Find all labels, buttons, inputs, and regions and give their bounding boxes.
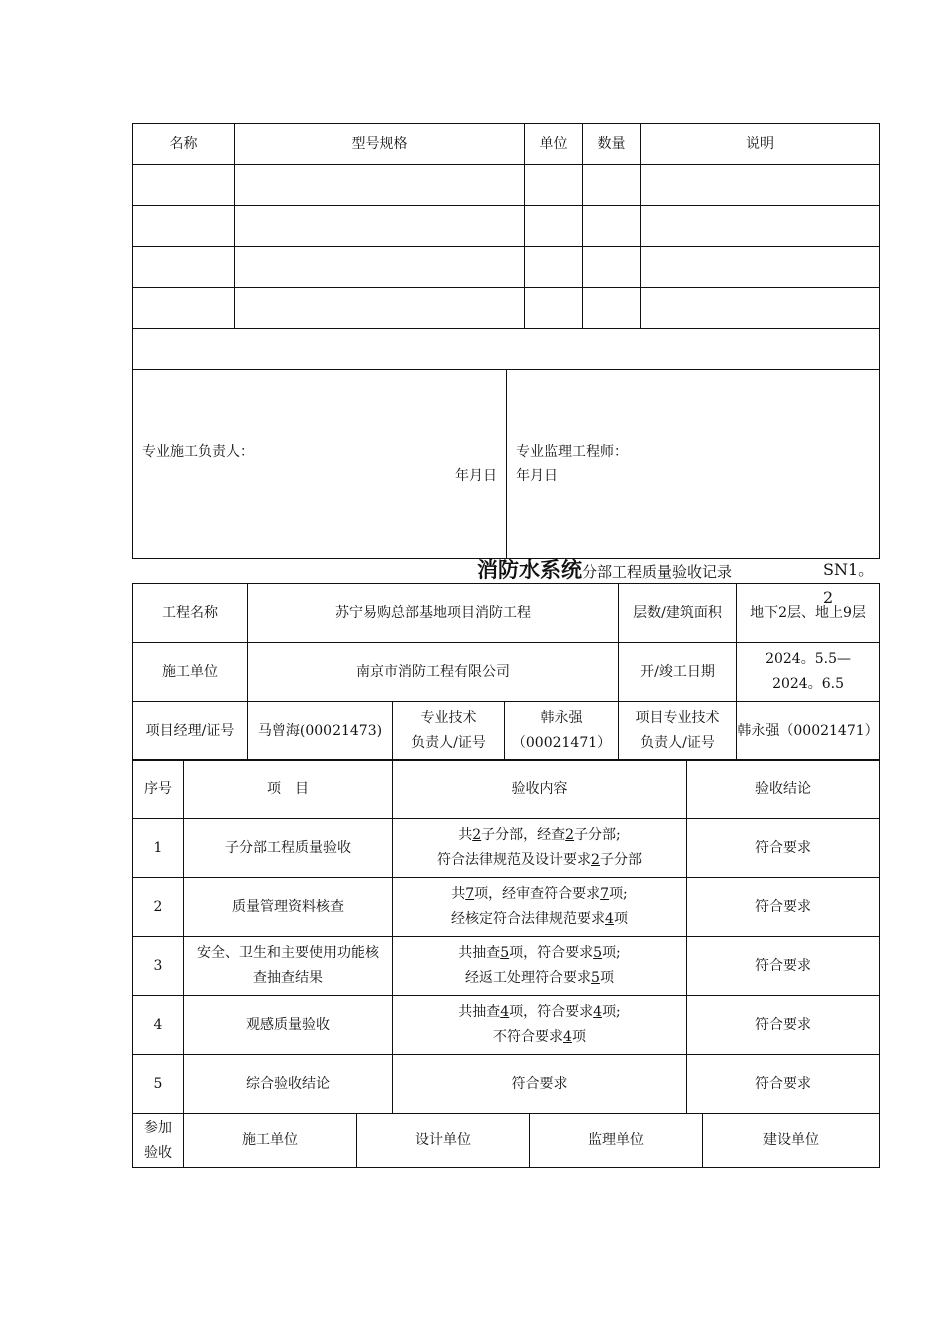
table-cell <box>583 288 641 329</box>
table-row <box>133 288 880 329</box>
info-row <box>133 702 880 761</box>
construction-lead-date: 年月日 <box>455 468 497 484</box>
table-cell <box>583 247 641 288</box>
table-row <box>133 996 880 1055</box>
proj-tech-label: 项目专业技术 负责人/证号 <box>619 702 737 761</box>
header-cell: 验收结论 <box>687 760 880 819</box>
table-row <box>133 819 880 878</box>
table-cell <box>641 247 880 288</box>
contractor-label: 施工单位 <box>133 643 248 702</box>
project-info-table <box>132 583 880 761</box>
row-result: 符合要求 <box>687 996 880 1055</box>
pm-label: 项目经理/证号 <box>133 702 248 761</box>
supervisor-label: 专业监理工程师： <box>516 444 628 460</box>
acceptance-table <box>132 759 880 1114</box>
contractor-value: 南京市消防工程有限公司 <box>248 643 619 702</box>
date-end: 2024。6.5 <box>772 676 844 692</box>
table-cell <box>641 165 880 206</box>
table-cell <box>525 288 583 329</box>
participant-unit: 设计单位 <box>357 1114 530 1168</box>
table-header-row <box>133 124 880 165</box>
row-number: 4 <box>133 996 184 1055</box>
tech-lead-value: 韩永强 （00021471） <box>505 702 619 761</box>
floors-value: 地下2层、地上9层 <box>737 584 880 643</box>
header-cell: 项 目 <box>184 760 393 819</box>
row-number: 3 <box>133 937 184 996</box>
row-result: 符合要求 <box>687 1055 880 1114</box>
project-name-label: 工程名称 <box>133 584 248 643</box>
table-cell <box>583 206 641 247</box>
row-item: 质量管理资料核查 <box>184 878 393 937</box>
table-cell <box>133 165 235 206</box>
form-code: SN1。2 <box>823 560 875 607</box>
construction-signature-cell <box>133 370 507 558</box>
table-row <box>133 247 880 288</box>
proj-tech-value: 韩永强（00021471） <box>737 702 880 761</box>
supervisor-signature-cell <box>507 370 880 558</box>
info-row <box>133 584 880 643</box>
header-cell: 单位 <box>525 124 583 165</box>
table-row <box>133 165 880 206</box>
row-result: 符合要求 <box>687 819 880 878</box>
floors-label: 层数/建筑面积 <box>619 584 737 643</box>
supervisor-date: 年月日 <box>516 468 558 484</box>
row-content: 共2子分部，经查2子分部; 符合法律规范及设计要求2子分部 <box>393 819 687 878</box>
participant-unit: 施工单位 <box>184 1114 357 1168</box>
row-content: 共抽查5项，符合要求5项; 经返工处理符合要求5项 <box>393 937 687 996</box>
row-number: 5 <box>133 1055 184 1114</box>
table-row <box>133 937 880 996</box>
table-row <box>133 878 880 937</box>
row-item: 子分部工程质量验收 <box>184 819 393 878</box>
table-cell <box>133 288 235 329</box>
table-cell <box>525 206 583 247</box>
row-item: 安全、卫生和主要使用功能核 查抽查结果 <box>184 937 393 996</box>
table-cell <box>235 165 525 206</box>
dates-value <box>737 643 880 702</box>
form-title <box>132 556 879 607</box>
date-start: 2024。5.5— <box>765 651 851 667</box>
table-cell <box>525 165 583 206</box>
row-content: 共抽查4项，符合要求4项; 不符合要求4项 <box>393 996 687 1055</box>
row-number: 2 <box>133 878 184 937</box>
header-cell: 名称 <box>133 124 235 165</box>
form-title-rest: 分部工程质量验收记录 <box>582 563 733 581</box>
table-cell <box>235 206 525 247</box>
participants-table <box>132 1113 880 1168</box>
row-result: 符合要求 <box>687 937 880 996</box>
row-item: 综合验收结论 <box>184 1055 393 1114</box>
header-cell: 验收内容 <box>393 760 687 819</box>
project-name: 苏宁易购总部基地项目消防工程 <box>248 584 619 643</box>
table-row <box>133 329 880 370</box>
dates-label: 开/竣工日期 <box>619 643 737 702</box>
table-cell <box>641 206 880 247</box>
construction-lead-label: 专业施工负责人： <box>142 444 254 460</box>
row-content: 符合要求 <box>393 1055 687 1114</box>
table-row <box>133 206 880 247</box>
header-cell: 数量 <box>583 124 641 165</box>
row-item: 观感质量验收 <box>184 996 393 1055</box>
row-result: 符合要求 <box>687 878 880 937</box>
table-cell <box>525 247 583 288</box>
table-cell <box>641 288 880 329</box>
table-row <box>133 1055 880 1114</box>
materials-table <box>132 123 880 559</box>
participant-unit: 建设单位 <box>703 1114 880 1168</box>
blank-row-cell <box>133 329 880 370</box>
pm-value: 马曾海(00021473) <box>248 702 393 761</box>
table-cell <box>235 288 525 329</box>
participants-row <box>133 1114 880 1168</box>
table-cell <box>133 247 235 288</box>
table-cell <box>583 165 641 206</box>
tech-lead-label: 专业技术 负责人/证号 <box>393 702 505 761</box>
info-row <box>133 643 880 702</box>
signature-row <box>133 370 880 559</box>
row-content: 共7项，经审查符合要求7项; 经核定符合法律规范要求4项 <box>393 878 687 937</box>
system-title: 消防水系统 <box>477 558 582 582</box>
participants-label: 参加 验收 <box>133 1114 184 1168</box>
participant-unit: 监理单位 <box>530 1114 703 1168</box>
row-number: 1 <box>133 819 184 878</box>
table-cell <box>235 247 525 288</box>
header-cell: 说明 <box>641 124 880 165</box>
header-cell: 型号规格 <box>235 124 525 165</box>
header-cell: 序号 <box>133 760 184 819</box>
table-cell <box>133 206 235 247</box>
table-header-row <box>133 760 880 819</box>
